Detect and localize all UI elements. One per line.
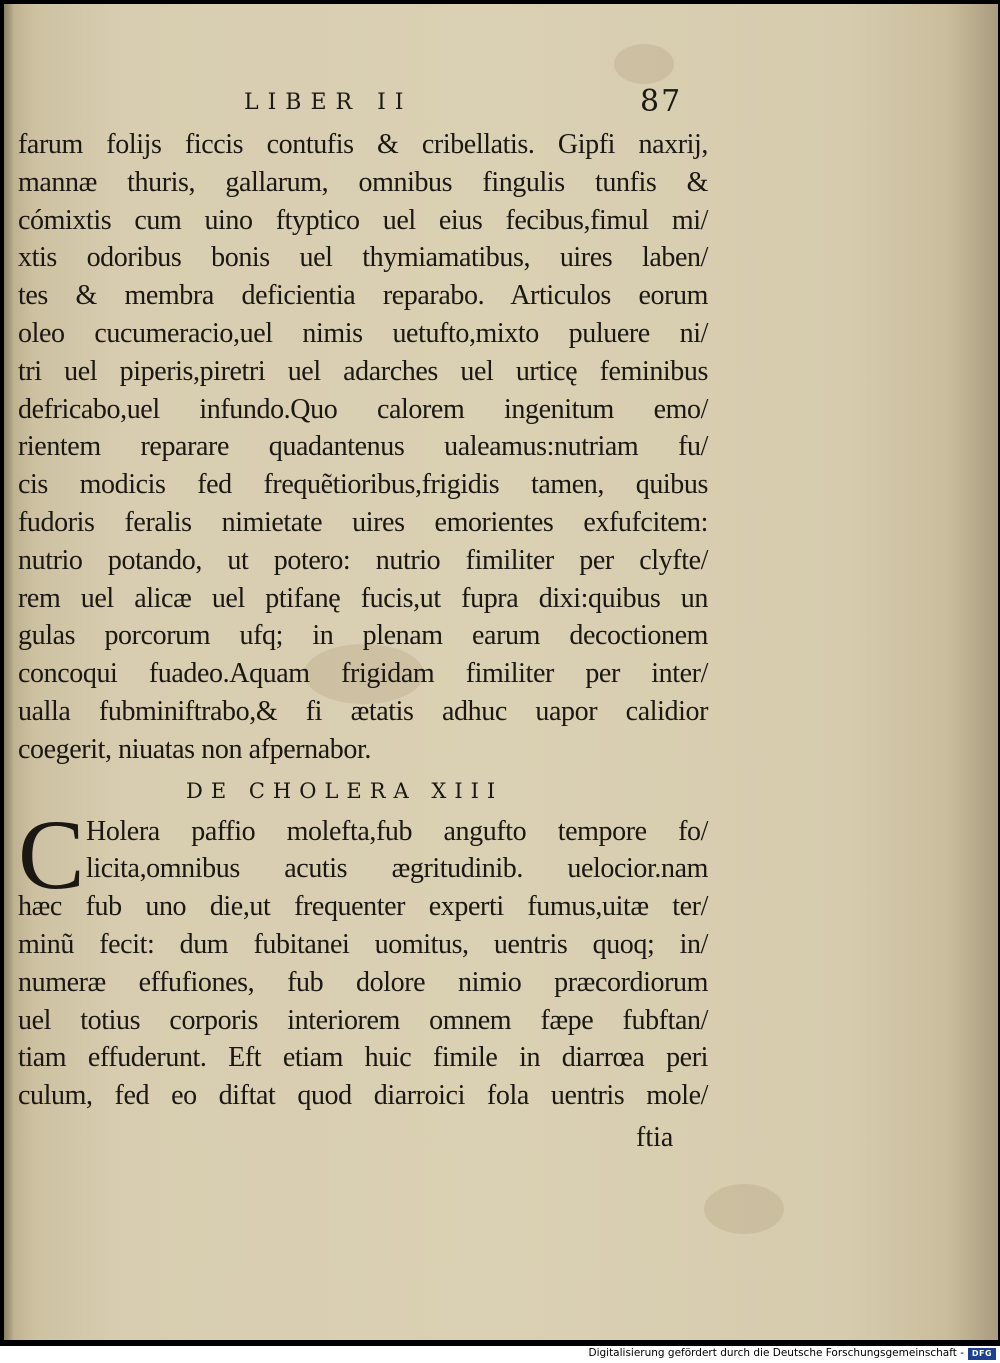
book-page [4, 4, 998, 1340]
text-block [18, 126, 708, 1115]
text-line: rientem reparare quadantenus ualeamus:nutriam fu/ [18, 431, 708, 463]
text-line: xtis odoribus bonis uel thymiamatibus, uires laben/ [18, 242, 708, 274]
text-line: nutrio potando, ut potero: nutrio fimiliter per clyfte/ [18, 544, 708, 576]
text-line: defricabo,uel infundo.Quo calorem ingenitum emo/ [18, 393, 708, 425]
text-line: farum folijs ficcis contufis & cribellatis. Gipfi naxrij, [18, 129, 708, 160]
text-line: licita,omnibus acutis ægritudinib. uelocior.nam [86, 853, 708, 885]
paragraph-after-heading [18, 798, 708, 1115]
paper-stain [614, 44, 674, 84]
text-line: hæc fub uno die,ut frequenter experti fumus,uitæ ter/ [18, 891, 708, 923]
drop-cap-initial: C [18, 798, 85, 910]
text-line: culum, fed eo diftat quod diarroici fola uentris mole/ [18, 1080, 708, 1112]
funding-credit: Digitalisierung gefördert durch die Deutsche Forschungsgemeinschaft - [588, 1347, 964, 1359]
page-gutter-shadow [4, 4, 14, 1340]
page-header [4, 84, 998, 124]
text-line: ualla fubminiftrabo,& fi ætatis adhuc uapor calidior [18, 695, 708, 727]
text-line: uel totius corporis interiorem omnem fæpe fubftan/ [18, 1004, 708, 1036]
folio-number: 87 [640, 84, 683, 119]
text-line: oleo cucumeracio,uel nimis uetufto,mixto puluere ni/ [18, 317, 708, 349]
catchword: ftia [636, 1122, 674, 1153]
text-line: concoqui fuadeo.Aquam frigidam fimiliter per inter/ [18, 658, 708, 690]
text-line: gulas porcorum ufq; in plenam earum decoctionem [18, 620, 708, 652]
dfg-logo: DFG [968, 1348, 996, 1360]
text-line: numeræ effufiones, fub dolore nimio præcordiorum [18, 966, 708, 998]
text-line: tiam effuderunt. Eft etiam huic fimile in diarrœa peri [18, 1042, 708, 1074]
text-line: coegerit, niuatas non afpernabor. [18, 733, 371, 765]
text-line: tri uel piperis,piretri uel adarches uel urticę feminibus [18, 355, 708, 387]
text-line: tes & membra deficientia reparabo. Articulos eorum [18, 280, 708, 312]
digitization-footer [0, 1346, 1000, 1363]
text-line: cis modicis fed frequẽtioribus,frigidis tamen, quibus [18, 469, 708, 501]
running-head: LIBER II [244, 90, 413, 115]
chapter-heading: DE CHOLERA XIII [186, 778, 504, 803]
paper-stain [704, 1184, 784, 1234]
text-line: Holera paffio molefta,fub angufto tempore fo/ [86, 815, 708, 847]
paragraph-before-heading [18, 126, 708, 769]
text-line: minũ fecit: dum fubitanei uomitus, uentris quoq; in/ [18, 928, 708, 960]
text-line: rem uel alicæ uel ptifanę fucis,ut fupra dixi:quibus un [18, 582, 708, 614]
text-line: cómixtis cum uino ftyptico uel eius fecibus,fimul mi/ [18, 204, 708, 236]
text-line: fudoris feralis nimietate uires emorientes exfufcitem: [18, 506, 708, 538]
text-line: mannæ thuris, gallarum, omnibus fingulis tunfis & [18, 166, 708, 198]
